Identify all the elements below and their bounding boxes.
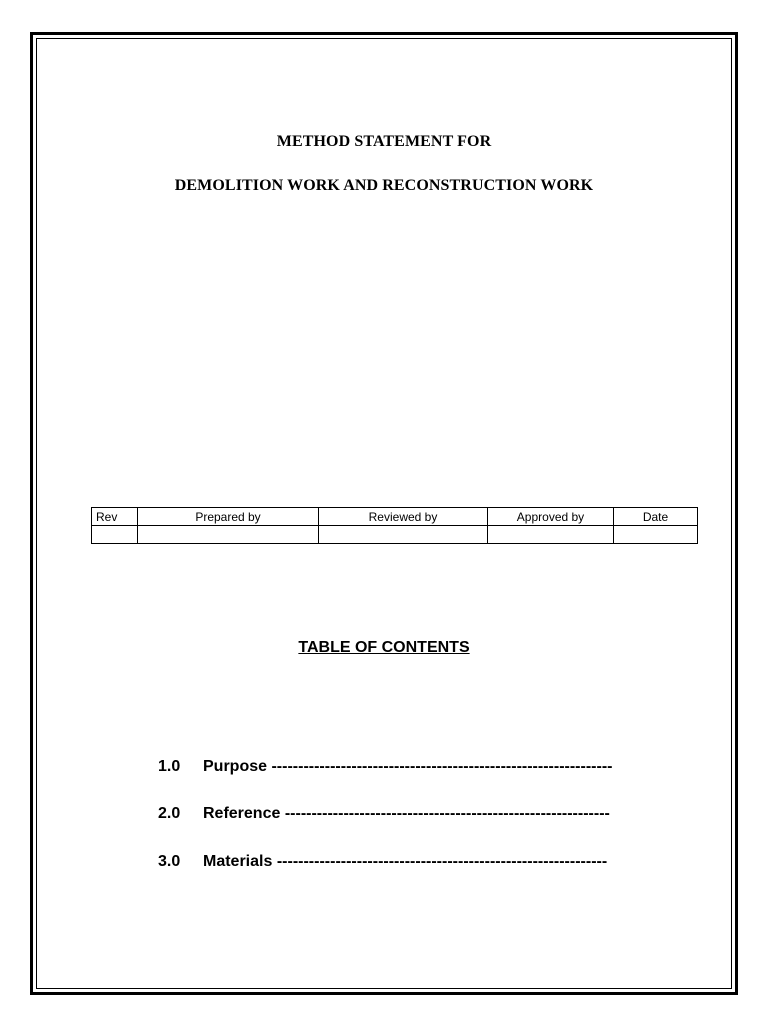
- header-date: Date: [614, 508, 698, 526]
- toc-item-purpose[interactable]: [158, 758, 612, 776]
- table-row: [92, 526, 698, 544]
- header-approved-by: Approved by: [488, 508, 614, 526]
- toc-item-materials[interactable]: [158, 853, 607, 871]
- toc-item-leader: -------------------------------------------------------------: [284, 805, 610, 822]
- toc-item-number: 1.0: [158, 758, 181, 775]
- toc-item-label: Purpose: [203, 758, 268, 775]
- cell-rev: [92, 526, 138, 544]
- header-rev: Rev: [92, 508, 138, 526]
- cell-reviewed-by: [319, 526, 488, 544]
- cell-prepared-by: [138, 526, 319, 544]
- toc-item-leader: --------------------------------------------------------------: [276, 853, 608, 870]
- toc-heading: [0, 639, 768, 657]
- document-title-line-2: DEMOLITION WORK AND RECONSTRUCTION WORK: [174, 177, 594, 194]
- toc-item-label: Materials: [203, 853, 273, 870]
- toc-item-reference[interactable]: [158, 805, 610, 823]
- header-prepared-by: Prepared by: [138, 508, 319, 526]
- toc-heading-text: TABLE OF CONTENTS: [298, 639, 470, 656]
- toc-item-number: 3.0: [158, 853, 181, 870]
- cell-date: [614, 526, 698, 544]
- toc-item-label: Reference: [203, 805, 281, 822]
- document-title-line-1: METHOD STATEMENT FOR: [276, 133, 492, 150]
- cell-approved-by: [488, 526, 614, 544]
- toc-item-leader: ----------------------------------------------------------------: [271, 758, 613, 775]
- revision-table-header-row: [92, 508, 698, 526]
- toc-item-number: 2.0: [158, 805, 181, 822]
- header-reviewed-by: Reviewed by: [319, 508, 488, 526]
- revision-table: [91, 507, 698, 544]
